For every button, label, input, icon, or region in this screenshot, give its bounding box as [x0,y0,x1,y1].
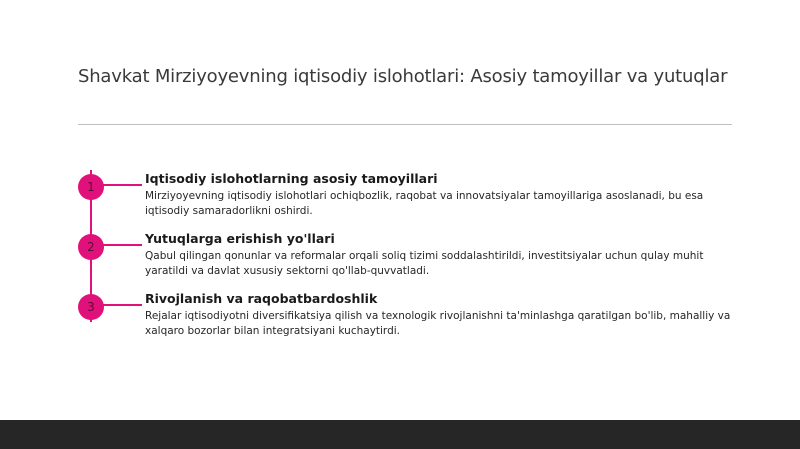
step-number-badge-2: 2 [78,234,104,260]
step-title-3: Rivojlanish va raqobatbardoshlik [145,291,378,306]
step-title-1: Iqtisodiy islohotlarning asosiy tamoyillari [145,171,438,186]
step-number-badge-1: 1 [78,174,104,200]
step-description-3: Rejalar iqtisodiyotni diversifikatsiya qilish va texnologik rivojlanishni ta'minlashga qaratilgan bo'lib, mahalliy va xalqaro bozorlar bilan integratsiyani kuchaytirdi. [145,310,731,337]
title-divider [78,124,732,125]
bottom-bar [0,420,800,449]
step-description-1: Mirziyoyevning iqtisodiy islohotlari ochiqbozlik, raqobat va innovatsiyalar tamoyillariga asoslanadi, bu esa iqtisodiy samaradorlikni oshirdi. [145,190,704,217]
slide-title: Shavkat Mirziyoyevning iqtisodiy islohotlari: Asosiy tamoyillar va yutuqlar [78,66,728,87]
step-number-badge-3: 3 [78,294,104,320]
step-description-2: Qabul qilingan qonunlar va reformalar orqali soliq tizimi soddalashtirildi, investitsiyalar uchun qulay muhit yaratildi va davlat xususiy sektorni qo'llab-quvvatladi. [145,250,704,277]
step-title-2: Yutuqlarga erishish yo'llari [145,231,335,246]
